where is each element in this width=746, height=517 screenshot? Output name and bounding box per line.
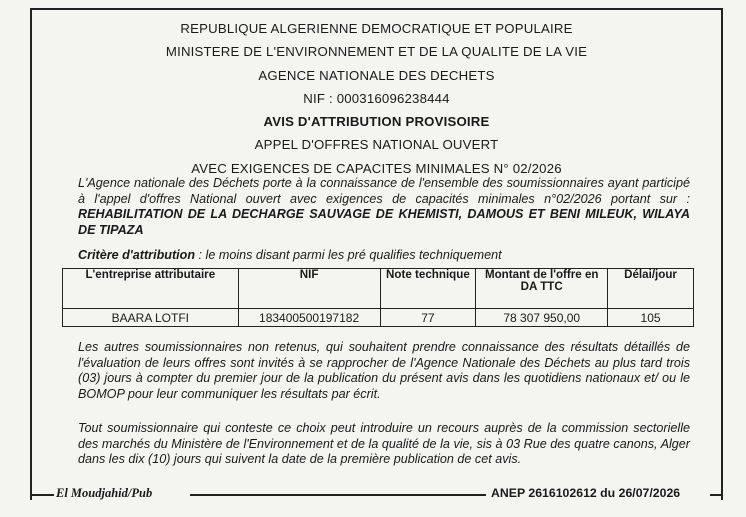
agency-line: AGENCE NATIONALE DES DECHETS bbox=[258, 67, 495, 83]
col-delay: Délai/jour bbox=[608, 269, 694, 309]
intro-text: L'Agence nationale des Déchets porte à la connaissance de l'ensemble des soumissionnaires ayant participé à l'appel d'offres National ouvert avec exigences de capacités minimales n°02/2026 portant sur : bbox=[78, 176, 690, 206]
notice-title: AVIS D'ATTRIBUTION PROVISOIRE bbox=[263, 114, 490, 130]
ministry-line: MINISTERE DE L'ENVIRONNEMENT ET DE LA QUALITE DE LA VIE bbox=[165, 44, 588, 60]
col-nif: NIF bbox=[238, 269, 380, 309]
agency-nif: NIF : 000316096238444 bbox=[303, 90, 450, 106]
award-criteria bbox=[78, 248, 502, 262]
tender-number: AVEC EXIGENCES DE CAPACITES MINIMALES N° 02/2026 bbox=[191, 160, 562, 176]
table-row bbox=[63, 309, 694, 327]
tender-type: APPEL D'OFFRES NATIONAL OUVERT bbox=[254, 137, 499, 153]
cell-amount: 78 307 950,00 bbox=[476, 309, 608, 327]
footer-rule-middle bbox=[190, 494, 486, 496]
footer-rule-left bbox=[30, 494, 54, 496]
criteria-value: : le moins disant parmi les pré qualifies techniquement bbox=[195, 248, 502, 262]
col-amount: Montant de l'offre en DA TTC bbox=[476, 269, 608, 309]
criteria-label: Critère d'attribution bbox=[78, 248, 196, 262]
cell-delay: 105 bbox=[608, 309, 694, 327]
cell-nif: 183400500197182 bbox=[238, 309, 380, 327]
col-note: Note technique bbox=[380, 269, 476, 309]
publisher-credit: El Moudjahid/Pub bbox=[56, 486, 153, 500]
cell-note: 77 bbox=[380, 309, 476, 327]
col-company: L'entreprise attributaire bbox=[63, 269, 239, 309]
cell-company: BAARA LOTFI bbox=[63, 309, 239, 327]
results-paragraph: Les autres soumissionnaires non retenus, qui souhaitent prendre connaissance des résultats détaillés de l'évaluation de leurs offres sont invités à se rapprocher de l'Agence Nationale des Déchets au plus tard trois (03) jours à compter du premier jour de la publication du présent avis dans les quotidiens nationaux et/ ou le BOMOP pour leur communiquer les résultats par écrit. bbox=[78, 340, 690, 401]
table-header-row bbox=[63, 269, 694, 309]
republic-line: REPUBLIQUE ALGERIENNE DEMOCRATIQUE ET POPULAIRE bbox=[180, 21, 573, 36]
intro-paragraph bbox=[78, 176, 690, 238]
award-table bbox=[62, 268, 694, 327]
anep-reference: ANEP 2616102612 du 26/07/2026 bbox=[491, 486, 681, 500]
footer-rule-right bbox=[710, 494, 723, 496]
project-object: REHABILITATION DE LA DECHARGE SAUVAGE DE KHEMISTI, DAMOUS ET BENI MILEUK, WILAYA DE TIPAZA bbox=[78, 207, 690, 237]
appeal-paragraph: Tout soumissionnaire qui conteste ce choix peut introduire un recours auprès de la commission sectorielle des marchés du Ministère de l'Environnement et de la qualité de la vie, sis à 03 Rue des quatre canons, Alger dans les dix (10) jours qui suivent la date de la première publication de cet avis. bbox=[78, 421, 690, 467]
notice-header bbox=[30, 17, 723, 180]
